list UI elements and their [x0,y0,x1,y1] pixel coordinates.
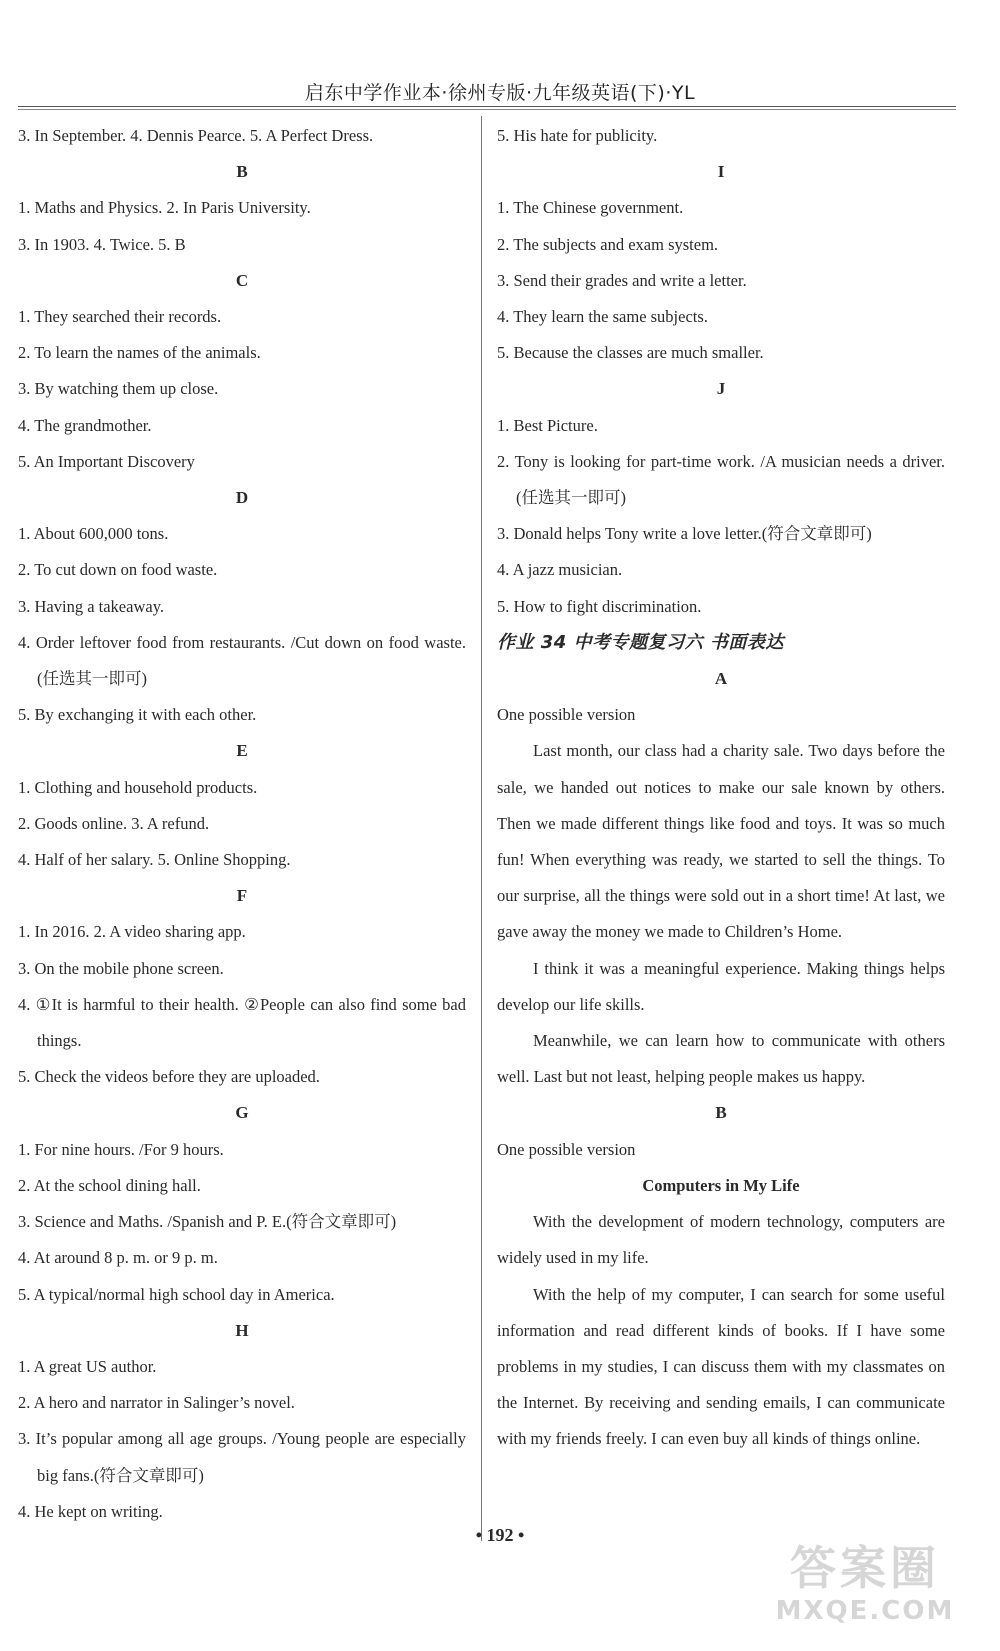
answer-line: 3. It’s popular among all age groups. /Young people are especially big fans.(符合文章即可) [18,1429,466,1485]
answer-line: 5. A typical/normal high school day in America. [18,1284,335,1304]
watermark-logo [760,1541,970,1637]
answer-line: 3. On the mobile phone screen. [18,958,224,978]
answer-line: 4. At around 8 p. m. or 9 p. m. [18,1248,218,1268]
answer-line: 4. ①It is harmful to their health. ②People can also find some bad things. [18,994,466,1051]
version-label: One possible version [497,1139,636,1159]
answer-line: 1. About 600,000 tons. [18,524,169,544]
running-header: 启东中学作业本·徐州专版·九年级英语(下)·YL [304,82,696,104]
answer-line: 4. He kept on writing. [18,1501,163,1521]
section-heading-g: G [235,1103,249,1123]
section-heading-b: B [236,162,248,182]
answer-line: 5. Check the videos before they are uploaded. [18,1067,320,1087]
answer-line: 3. By watching them up close. [18,379,219,399]
answer-line: 1. Best Picture. [497,415,598,435]
answer-line: 5. Because the classes are much smaller. [497,343,764,363]
section-heading-d: D [235,488,249,508]
answer-line: 3. In 1903. 4. Twice. 5. B [18,234,186,254]
answer-line: 2. To learn the names of the animals. [18,343,261,363]
answer-line: 5. By exchanging it with each other. [18,705,257,725]
essay-paragraph: With the development of modern technology, computers are widely used in my life. [497,1212,945,1268]
left-column [18,118,466,1530]
answer-line: 1. In 2016. 2. A video sharing app. [18,922,246,942]
answer-line: 4. Order leftover food from restaurants. /Cut down on food waste.(任选其一即可) [18,632,466,689]
assignment-heading: 作业 34 中考专题复习六 书面表达 [497,631,784,653]
answer-line: 2. A hero and narrator in Salinger’s novel. [18,1393,295,1413]
answer-line: 1. Maths and Physics. 2. In Paris University. [18,198,311,218]
answer-line: 5. An Important Discovery [18,451,195,471]
answer-line: 4. A jazz musician. [497,560,623,580]
answer-line: 2. To cut down on food waste. [18,560,218,580]
essay-paragraph: With the help of my computer, I can search for some useful information and read different kinds of books. If I have some problems in my studies, I can discuss them with my classmates on the Internet. By receiving and sending emails, I can communicate with my friends freely. I can even buy all kinds of things online. [497,1284,945,1449]
header-rule-thin [18,109,956,110]
page-number: • 192 • [475,1525,525,1545]
section-heading-f: F [236,886,248,906]
answer-line: 4. Half of her salary. 5. Online Shopping. [18,850,291,870]
section-heading-i: I [717,162,725,182]
right-column [497,118,945,1458]
answer-line: 2. At the school dining hall. [18,1175,201,1195]
answer-line: 4. They learn the same subjects. [497,307,708,327]
column-divider [481,116,482,1541]
answer-line: 5. His hate for publicity. [497,126,658,145]
essay-paragraph: I think it was a meaningful experience. Making things helps develop our life skills. [497,958,945,1014]
answer-line: 2. Goods online. 3. A refund. [18,813,210,833]
answer-line: 1. The Chinese government. [497,198,684,218]
section-heading-j: J [716,379,726,399]
answer-line: 1. They searched their records. [18,307,222,327]
version-label: One possible version [497,705,636,725]
essay-paragraph: Last month, our class had a charity sale. Two days before the sale, we handed out notices to make our sale known by others. Then we made different things like food and toys. It was so much fun! When everything was ready, we started to sell the things. To our surprise, all the things were sold out in a short time! At last, we gave away the money we made to Children’s Home. [497,741,945,942]
answer-line: 2. Tony is looking for part-time work. /A musician needs a driver.(任选其一即可) [497,451,945,508]
answer-line: 3. Donald helps Tony write a love letter.(符合文章即可) [497,524,872,544]
answer-line: 3. Send their grades and write a letter. [497,270,747,290]
watermark-text-top: 答案圈 [790,1541,940,1595]
section-heading-b2: B [715,1103,727,1123]
header-rule [18,106,956,107]
section-heading-a: A [714,669,728,689]
answer-line: 1. Clothing and household products. [18,777,258,797]
answer-line: 3. Science and Maths. /Spanish and P. E.(符合文章即可) [18,1212,397,1232]
answer-line: 5. How to fight discrimination. [497,596,702,616]
answer-line: 3. Having a takeaway. [18,596,164,616]
essay-title: Computers in My Life [642,1175,800,1195]
section-heading-c: C [235,270,249,290]
watermark-text-bottom: MXQE.COM [775,1596,955,1626]
answer-line: 1. For nine hours. /For 9 hours. [18,1139,224,1159]
section-heading-e: E [236,741,248,761]
answer-line: 1. A great US author. [18,1356,157,1376]
answer-line: 2. The subjects and exam system. [497,234,719,254]
answer-line: 4. The grandmother. [18,415,152,435]
essay-paragraph: Meanwhile, we can learn how to communicate with others well. Last but not least, helping people makes us happy. [497,1031,945,1087]
section-heading-h: H [235,1320,249,1340]
answer-line: 3. In September. 4. Dennis Pearce. 5. A Perfect Dress. [18,126,374,145]
